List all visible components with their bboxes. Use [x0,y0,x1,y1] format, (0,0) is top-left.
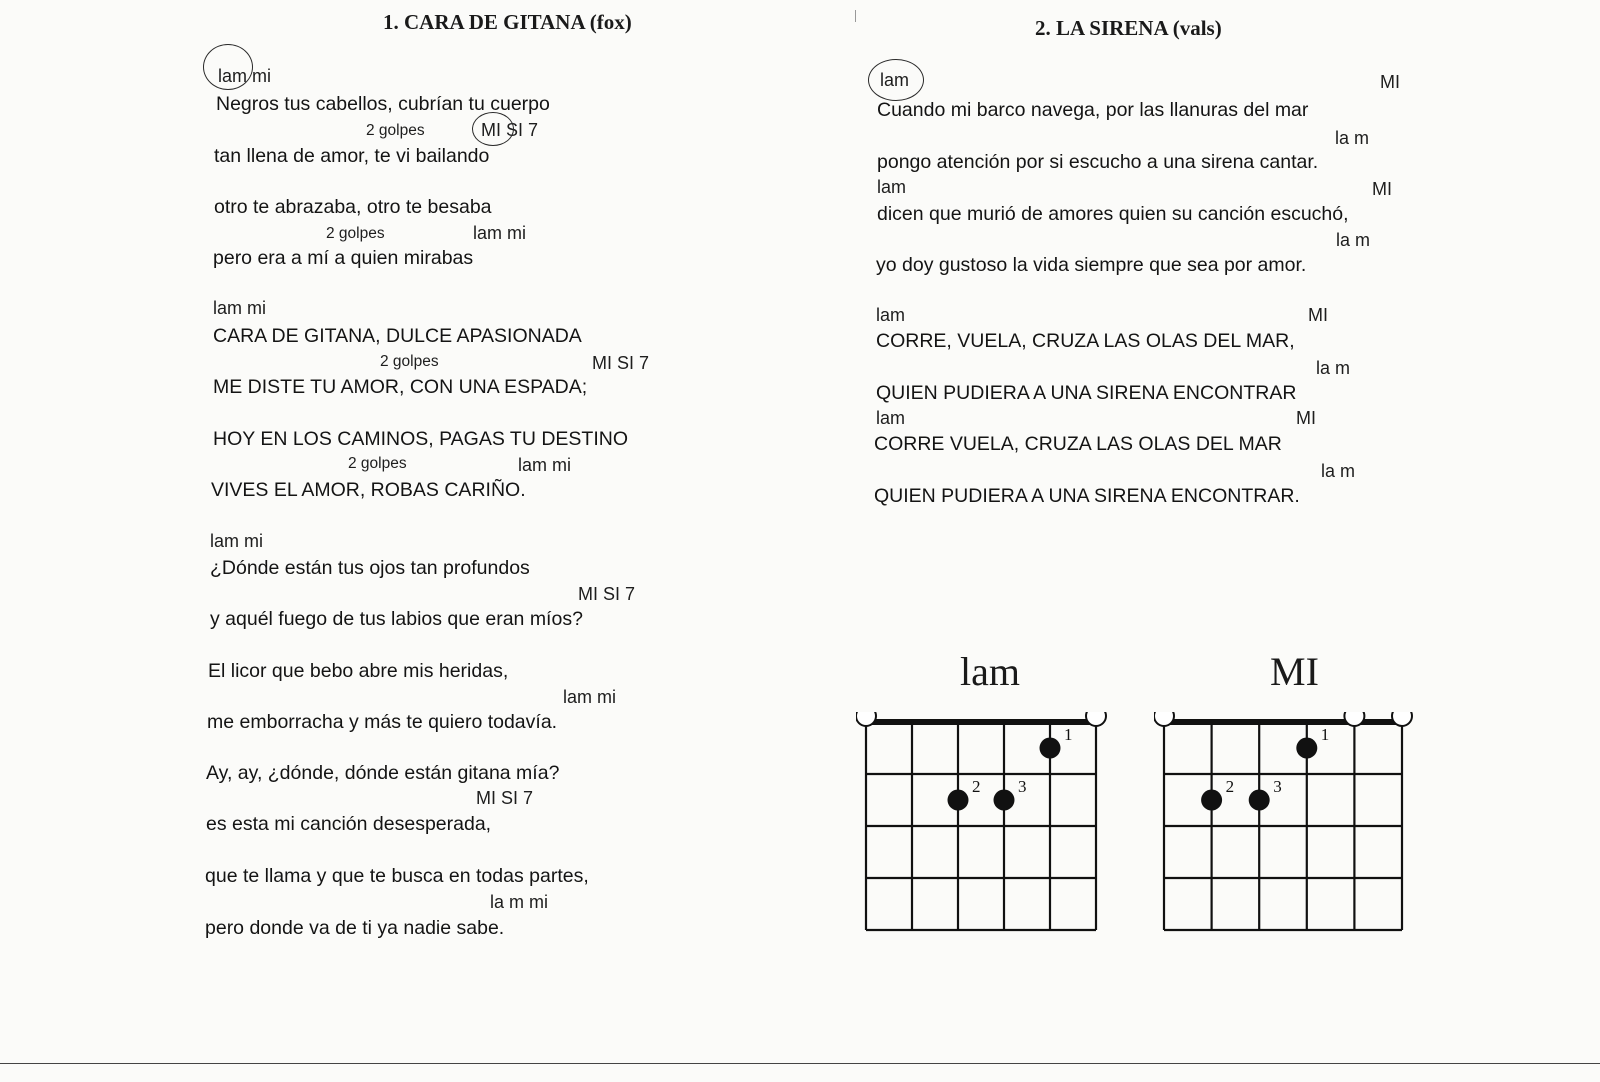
chord-label: MI SI 7 [592,353,650,373]
lyric-line: QUIEN PUDIERA A UNA SIRENA ENCONTRAR [876,382,1297,404]
open-string-marker [1154,712,1174,726]
lyric-line: ¿Dónde están tus ojos tan profundos [210,557,530,579]
finger-number: 1 [1064,725,1073,744]
chord-label: MI [1380,72,1400,92]
lyric-line: HOY EN LOS CAMINOS, PAGAS TU DESTINO [213,428,629,450]
chord-label: la m [1335,128,1370,148]
lyric-line: que te llama y que te busca en todas partes, [205,865,589,887]
finger-number: 3 [1273,777,1282,796]
finger-number: 2 [972,777,981,796]
chord-label: lam [876,305,906,325]
fold-mark [855,10,856,22]
lyric-line: y aquél fuego de tus labios que eran míos? [210,608,583,630]
finger-dot [1296,738,1317,759]
chord-diagram-lam [856,712,1116,942]
chord-label: MI [1296,408,1316,428]
golpes-note: 2 golpes [366,122,425,139]
finger-dot [1249,790,1270,811]
chord-label: lam mi [210,531,263,551]
chord-label: lam mi [213,298,266,318]
lyric-line: tan llena de amor, te vi bailando [214,145,490,167]
finger-number: 2 [1225,777,1235,796]
page-bottom-rule [0,1063,1600,1064]
lyric-line: dicen que murió de amores quien su canción escuchó, [877,203,1349,225]
lyric-line: pero era a mí a quien mirabas [213,247,474,269]
lyric-line: Ay, ay, ¿dónde, dónde están gitana mía? [206,762,560,784]
chord-label: lam [880,70,910,90]
chord-label: la m [1321,461,1356,481]
hand-drawn-circle [203,44,253,90]
chord-label: MI SI 7 [578,584,636,604]
chord-label: MI SI 7 [476,788,534,808]
lyric-line: es esta mi canción desesperada, [206,813,492,835]
lyric-line: CARA DE GITANA, DULCE APASIONADA [213,325,582,347]
chord-label: lam [876,408,906,428]
song-2-title: 2. LA SIRENA (vals) [1035,16,1222,40]
nut [1164,719,1402,725]
hand-drawn-circle [868,59,924,101]
chord-diagram-title-mi: MI [1270,649,1319,694]
chord-label: lam mi [473,223,526,243]
chord-label: lam mi [218,66,271,86]
finger-number: 1 [1320,725,1330,744]
chord-label: lam [877,177,907,197]
chord-diagram-mi [1154,712,1424,942]
lyric-line: QUIEN PUDIERA A UNA SIRENA ENCONTRAR. [874,485,1300,507]
lyric-line: Cuando mi barco navega, por las llanuras del mar [877,99,1309,121]
song-1-title: 1. CARA DE GITANA (fox) [383,10,632,34]
lyric-line: El licor que bebo abre mis heridas, [208,660,509,682]
chord-label: lam mi [563,687,616,707]
golpes-note: 2 golpes [326,225,385,242]
finger-dot [948,790,969,811]
chord-label: la m mi [490,892,548,912]
hand-drawn-circle [472,112,514,146]
lyric-line: ME DISTE TU AMOR, CON UNA ESPADA; [213,376,588,398]
finger-number: 3 [1018,777,1027,796]
lyric-line: Negros tus cabellos, cubrían tu cuerpo [216,93,550,115]
lyric-line: CORRE VUELA, CRUZA LAS OLAS DEL MAR [874,433,1282,455]
chord-label: MI [1308,305,1328,325]
open-string-marker [1086,712,1106,726]
chord-label: MI SI 7 [481,120,539,140]
lyric-line: otro te abrazaba, otro te besaba [214,196,492,218]
lyric-line: CORRE, VUELA, CRUZA LAS OLAS DEL MAR, [876,330,1295,352]
chord-label: la m [1336,230,1371,250]
chord-diagram-title-lam: lam [960,649,1020,694]
finger-dot [994,790,1015,811]
lyric-line: me emborracha y más te quiero todavía. [207,711,558,733]
lyric-line: VIVES EL AMOR, ROBAS CARIÑO. [211,479,526,501]
lyric-line: yo doy gustoso la vida siempre que sea por amor. [876,254,1307,276]
finger-dot [1201,790,1222,811]
golpes-note: 2 golpes [380,353,439,370]
chord-label: la m [1316,358,1351,378]
golpes-note: 2 golpes [348,455,407,472]
chord-label: lam mi [518,455,571,475]
lyric-line: pongo atención por si escucho a una sirena cantar. [877,151,1319,173]
open-string-marker [1344,712,1364,726]
lyric-line: pero donde va de ti ya nadie sabe. [205,917,505,939]
open-string-marker [1392,712,1412,726]
finger-dot [1040,738,1061,759]
chord-label: MI [1372,179,1392,199]
nut [866,719,1096,725]
open-string-marker [856,712,876,726]
